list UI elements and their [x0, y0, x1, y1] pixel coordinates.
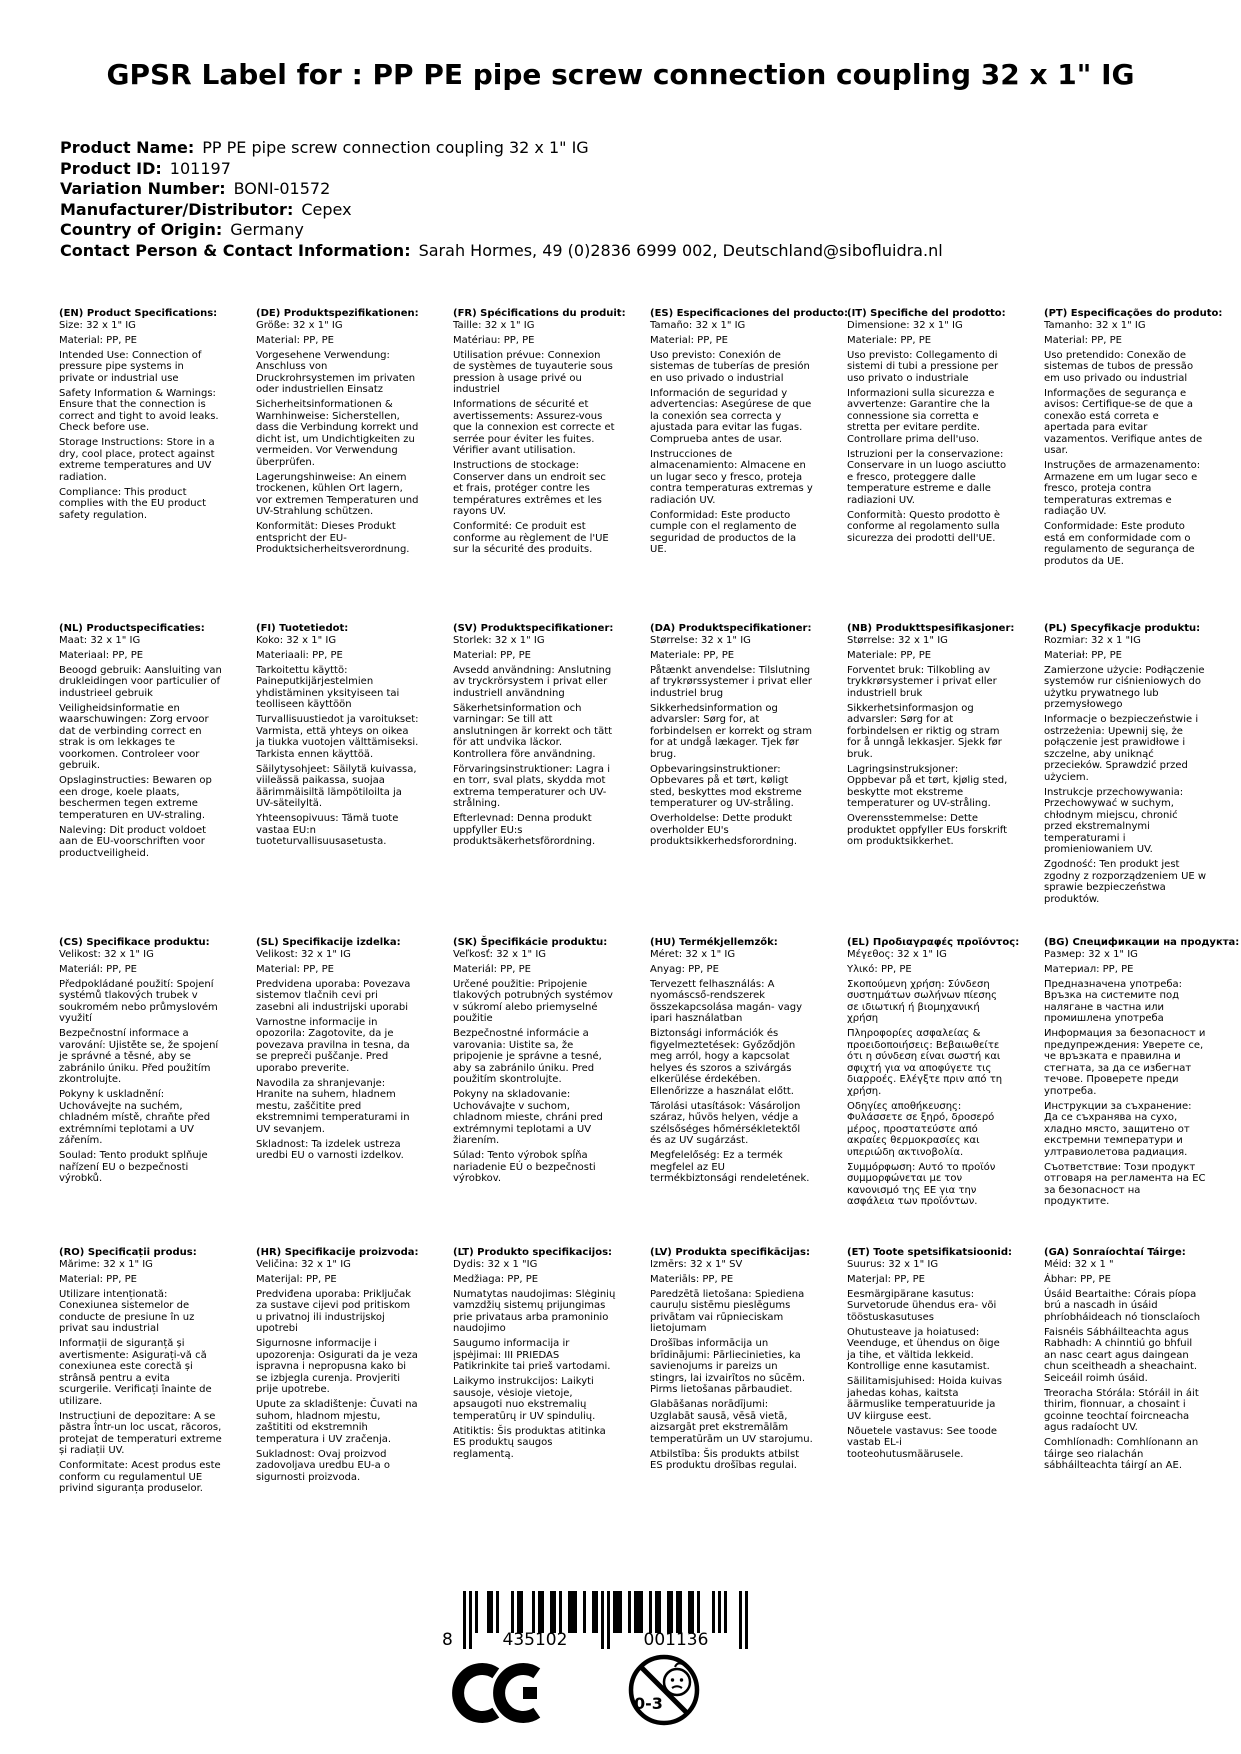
spec-paragraph: Ohutusteave ja hoiatused: Veenduge, et ühendus on õige ja tihe, et vältida lekkeid. Kontrollige enne kasutamist.	[847, 1326, 1000, 1372]
spec-paragraph: Materjal: PP, PE	[847, 1273, 925, 1285]
spec-paragraph: Materiale: PP, PE	[847, 649, 932, 661]
spec-paragraph: Saugumo informacija ir įspėjimai: III PRIEDAS Patikrinkite tai prieš vartodami.	[453, 1338, 611, 1372]
spec-paragraph: Beoogd gebruik: Aansluiting van drukleidingen voor particulier of industrieel gebruik	[59, 664, 222, 699]
product-info-label: Manufacturer/Distributor:	[60, 199, 294, 219]
spec-paragraph: Dydis: 32 x 1 "IG	[453, 1258, 538, 1270]
spec-paragraph: Materiał: PP, PE	[1044, 649, 1123, 661]
spec-block-sk	[453, 937, 616, 1247]
spec-block-header: (RO) Specificații produs:	[59, 1247, 197, 1258]
spec-block-et	[847, 1247, 1013, 1498]
baby-eye-left	[671, 1678, 674, 1681]
spec-paragraph: Eesmärgipärane kasutus: Survetorude ühendus era- või tööstuskasutuses	[847, 1288, 997, 1323]
spec-paragraph: Velikost: 32 x 1" IG	[256, 948, 351, 960]
spec-paragraph: Anyag: PP, PE	[650, 963, 719, 975]
ce-mark-icon	[452, 1662, 544, 1724]
spec-block-nl	[59, 623, 222, 937]
spec-paragraph: Rozmiar: 32 x 1 "IG	[1044, 634, 1141, 646]
spec-block-ga	[1044, 1247, 1207, 1498]
spec-block-header: (HR) Specifikacije proizvoda:	[256, 1247, 419, 1258]
spec-paragraph: Uso previsto: Conexión de sistemas de tuberías de presión en uso privado o industrial	[650, 349, 810, 384]
spec-paragraph: Πληροφορίες ασφαλείας & προειδοποιήσεις: Βεβαιωθείτε ότι η σύνδεση είναι σωστή και σφιχτή για να αποφύγετε τις διαρροές. Ελέγξτε πριν από τη χρήση.	[847, 1028, 1003, 1097]
age-warning-0-3-icon	[627, 1653, 701, 1727]
spec-block-header: (ET) Toote spetsifikatsioonid:	[847, 1247, 1013, 1258]
spec-paragraph: Tamaño: 32 x 1" IG	[650, 319, 746, 331]
product-info-value: Sarah Hormes, 49 (0)2836 6999 002, Deutschland@sibofluidra.nl	[418, 240, 943, 260]
spec-block-es	[650, 308, 849, 623]
spec-paragraph: Instructions de stockage: Conserver dans un endroit sec et frais, protéger contre les températures extrêmes et les rayons UV.	[453, 460, 606, 517]
spec-paragraph: Bezpečnostné informácie a varovania: Uistite sa, že pripojenie je správne a tesné, aby sa zabránilo úniku. Pred použitím skontrolujte.	[453, 1028, 602, 1085]
spec-paragraph: Faisnéis Sábháilteachta agus Rabhadh: A chinntiú go bhfuil an nasc ceart agus daingean chun sceitheadh a sheachaint. Seiceáil roimh úsáid.	[1044, 1326, 1198, 1384]
spec-block-header: (EL) Προδιαγραφές προϊόντος:	[847, 937, 1020, 948]
spec-paragraph: Størrelse: 32 x 1" IG	[847, 634, 948, 646]
spec-paragraph: Forventet bruk: Tilkobling av trykkrørsystemer i privat eller industriell bruk	[847, 664, 997, 699]
spec-paragraph: Informations de sécurité et avertissements: Assurez-vous que la connexion est correcte et serrée pour éviter les fuites. Vérifier avant utilisation.	[453, 399, 615, 456]
spec-paragraph: Påtænkt anvendelse: Tilslutning af trykrørssystemer i privat eller industriel brug	[650, 664, 813, 699]
spec-paragraph: Material: PP, PE	[59, 334, 137, 346]
ean13-barcode	[436, 1591, 752, 1651]
spec-paragraph: Tamanho: 32 x 1" IG	[1044, 319, 1146, 331]
spec-paragraph: Tárolási utasítások: Vásároljon száraz, hűvös helyen, védje a szélsőséges hőmérsékletektől és az UV sugárzást.	[650, 1100, 801, 1146]
spec-paragraph: Sicherheitsinformationen & Warnhinweise: Sicherstellen, dass die Verbindung korrekt und dicht ist, um Undichtigkeiten zu vermeiden. Vor Verwendung überprüfen.	[256, 399, 419, 468]
spec-paragraph: Utilizare intenționată: Conexiunea sistemelor de conducte de presiune în uz privat sau industrial	[59, 1288, 195, 1334]
spec-block-el	[847, 937, 1020, 1247]
spec-paragraph: Safety Information & Warnings: Ensure that the connection is correct and tight to avoid leaks. Check before use.	[59, 387, 219, 433]
spec-paragraph: Zamierzone użycie: Podłączenie systemów rur ciśnieniowych do użytku prywatnego lub przemysłowego	[1044, 664, 1205, 710]
spec-block-lt	[453, 1247, 616, 1498]
spec-paragraph: Material: PP, PE	[453, 649, 531, 661]
spec-paragraph: Soulad: Tento produkt splňuje nařízení EU o bezpečnosti výrobků.	[59, 1150, 208, 1184]
spec-paragraph: Veľkosť: 32 x 1" IG	[453, 948, 547, 960]
spec-paragraph: Comhlíonadh: Comhlíonann an táirge seo rialachán sábháilteachta táirgí an AE.	[1044, 1437, 1199, 1471]
spec-paragraph: Utilisation prévue: Connexion de systèmes de tuyauterie sous pression à usage privé ou industriel	[453, 349, 613, 395]
spec-paragraph: Skladnost: Ta izdelek ustreza uredbi EU o varnosti izdelkov.	[256, 1138, 404, 1161]
spec-paragraph: Tarkoitettu käyttö: Paineputkijärjestelmien yhdistäminen yksityiseen tai teolliseen käyttöön	[256, 664, 400, 710]
spec-paragraph: Sikkerhedsinformation og advarsler: Sørg for, at forbindelsen er korrekt og stram for at undgå lækager. Tjek før brug.	[650, 702, 812, 760]
page-title: GPSR Label for : PP PE pipe screw connection coupling 32 x 1" IG	[106, 58, 1135, 91]
spec-paragraph: Bezpečnostní informace a varování: Ujistěte se, že spojení je správné a těsné, aby se zabránilo úniku. Před použitím zkontrolujte.	[59, 1028, 219, 1085]
spec-paragraph: Instrucțiuni de depozitare: A se păstra într-un loc uscat, răcoros, protejat de temperaturi extreme și radiații UV.	[59, 1410, 222, 1456]
spec-block-header: (BG) Спецификации на продукта:	[1044, 937, 1240, 948]
spec-paragraph: Predviđena uporaba: Priključak za sustave cijevi pod pritiskom u privatnoj ili industrijskoj upotrebi	[256, 1288, 411, 1334]
spec-paragraph: Veiligheidsinformatie en waarschuwingen: Zorg ervoor dat de verbinding correct en strak is om lekkages te voorkomen. Controleer voor gebruik.	[59, 702, 209, 771]
spec-paragraph: Instrukcje przechowywania: Przechowywać w suchym, chłodnym miejscu, chronić przed ekstremalnymi temperaturami i promieniowaniem UV.	[1044, 786, 1184, 855]
spec-paragraph: Zgodność: Ten produkt jest zgodny z rozporządzeniem UE w sprawie bezpieczeństwa produktów.	[1044, 859, 1207, 905]
spec-block-bg	[1044, 937, 1240, 1247]
spec-paragraph: Información de seguridad y advertencias: Asegúrese de que la conexión sea correcta y ajustada para evitar las fugas. Comprueba antes de usar.	[650, 387, 812, 445]
spec-paragraph: Méret: 32 x 1" IG	[650, 948, 736, 960]
spec-paragraph: Instrucciones de almacenamiento: Almacene en un lugar seco y fresco, proteja contra temperaturas extremas y radiación UV.	[650, 448, 813, 506]
product-info-field	[60, 241, 943, 262]
baby-hair-curl	[675, 1663, 682, 1667]
spec-paragraph: Υλικό: PP, PE	[847, 963, 912, 975]
spec-paragraph: Ábhar: PP, PE	[1044, 1273, 1111, 1285]
spec-paragraph: Taille: 32 x 1" IG	[453, 319, 535, 331]
spec-paragraph: Förvaringsinstruktioner: Lagra i en torr, sval plats, skydda mot extrema temperaturer och UV-strålning.	[453, 763, 610, 809]
spec-paragraph: Sikkerhetsinformasjon og advarsler: Sørg for at forbindelsen er riktig og stram for å unngå lekkasjer. Sjekk før bruk.	[847, 702, 1002, 760]
spec-paragraph: Tervezett felhasználás: A nyomáscső-rendszerek összekapcsolása magán- vagy ipari használatban	[650, 978, 803, 1024]
spec-paragraph: Velikost: 32 x 1" IG	[59, 948, 154, 960]
product-info-value: Germany	[230, 220, 304, 239]
spec-paragraph: Koko: 32 x 1" IG	[256, 634, 337, 646]
spec-paragraph: Conformità: Questo prodotto è conforme al regolamento sulla sicurezza dei prodotti dell'UE.	[847, 509, 1001, 544]
spec-paragraph: Nõuetele vastavus: See toode vastab EL-i tooteohutusmäärusele.	[847, 1425, 998, 1460]
spec-paragraph: Materiale: PP, PE	[847, 334, 932, 346]
spec-paragraph: Uso pretendido: Conexão de sistemas de tubos de pressão em uso privado ou industrial	[1044, 349, 1194, 384]
spec-paragraph: Säkerhetsinformation och varningar: Se till att anslutningen är korrekt och tätt för att undvika läckor. Kontrollera före användning.	[453, 702, 613, 760]
spec-paragraph: Atbilstība: Šis produkts atbilst ES produktu drošības regulai.	[650, 1448, 800, 1471]
spec-paragraph: Varnostne informacije in opozorila: Zagotovite, da je povezava pravilna in tesna, da se prepreči puščanje. Pred uporabo preverite.	[256, 1016, 410, 1074]
spec-paragraph: Laikymo instrukcijos: Laikyti sausoje, vėsioje vietoje, apsaugoti nuo ekstremalių temperatūrų ir UV spindulių.	[453, 1376, 596, 1422]
spec-paragraph: Megfelelőség: Ez a termék megfelel az EU termékbiztonsági rendeletének.	[650, 1150, 810, 1184]
spec-paragraph: Drošības informācija un brīdinājumi: Pārliecinieties, ka savienojums ir pareizs un stingrs, lai izvairītos no sūcēm. Pirms lietošanas pārbaudiet.	[650, 1338, 806, 1395]
spec-paragraph: Lagringsinstruksjoner: Oppbevar på et tørt, kjølig sted, beskytte mot ekstreme temperaturer og UV-stråling.	[847, 763, 1008, 809]
barcode-digit-left: 8	[442, 1630, 453, 1650]
spec-paragraph: Conformitate: Acest produs este conform cu regulamentul UE privind siguranța produselor.	[59, 1460, 221, 1494]
age-range-label: 0-3	[634, 1694, 663, 1713]
product-info-value: Cepex	[301, 199, 352, 219]
spec-paragraph: Opslaginstructies: Bewaren op een droge, koele plaats, beschermen tegen extreme temperaturen en UV-straling.	[59, 775, 212, 821]
spec-paragraph: Material: PP, PE	[256, 334, 334, 346]
spec-block-header: (NL) Productspecificaties:	[59, 623, 205, 634]
spec-paragraph: Glabāšanas norādījumi: Uzglabāt sausā, vēsā vietā, aizsargāt pret ekstremālām temperatūrām un UV starojumu.	[650, 1399, 813, 1445]
spec-paragraph: Οδηγίες αποθήκευσης: Φυλάσσετε σε ξηρό, δροσερό μέρος, προστατεύστε από ακραίες θερμοκρασίες και υπεριώδη ακτινοβολία.	[847, 1100, 995, 1158]
product-info-field	[60, 179, 943, 200]
spec-paragraph: Σκοπούμενη χρήση: Σύνδεση συστημάτων σωλήνων πίεσης σε ιδιωτική ή βιομηχανική χρήση	[847, 978, 997, 1024]
spec-paragraph: Informazioni sulla sicurezza e avvertenze: Garantire che la connessione sia corretta e stretta per evitare perdite. Controllare prima dell'uso.	[847, 387, 995, 445]
spec-paragraph: Material: PP, PE	[1044, 334, 1122, 346]
spec-block-header: (DA) Produktspecifikationer:	[650, 623, 812, 634]
spec-paragraph: Size: 32 x 1" IG	[59, 319, 136, 331]
spec-block-header: (CS) Specifikace produktu:	[59, 937, 210, 948]
spec-block-nb	[847, 623, 1015, 937]
product-info-field	[60, 138, 943, 159]
spec-paragraph: Méid: 32 x 1 "	[1044, 1258, 1114, 1270]
spec-paragraph: Размер: 32 x 1" IG	[1044, 948, 1138, 960]
spec-paragraph: Предназначена употреба: Връзка на системите под налягане в частна или промишлена употреба	[1044, 978, 1183, 1024]
spec-paragraph: Materiale: PP, PE	[650, 649, 735, 661]
spec-paragraph: Istruzioni per la conservazione: Conservare in un luogo asciutto e fresco, proteggere dalle temperature estreme e dalle radiazioni UV.	[847, 448, 1007, 506]
spec-paragraph: Materiaal: PP, PE	[59, 649, 144, 661]
baby-frown	[672, 1686, 682, 1688]
spec-block-header: (EN) Product Specifications:	[59, 308, 218, 319]
spec-paragraph: Größe: 32 x 1" IG	[256, 319, 343, 331]
spec-paragraph: Uso previsto: Collegamento di sistemi di tubi a pressione per uso privato o industriale	[847, 349, 999, 384]
product-info-label: Product ID:	[60, 158, 162, 178]
spec-block-header: (LV) Produkta specifikācijas:	[650, 1247, 810, 1258]
spec-block-da	[650, 623, 813, 937]
spec-paragraph: Intended Use: Connection of pressure pipe systems in private or industrial use	[59, 349, 202, 384]
spec-block-header: (SL) Specifikacije izdelka:	[256, 937, 401, 948]
spec-paragraph: Инструкции за съхранение: Да се съхранява на сухо, хладно място, защитено от екстремни температури и ултравиолетова радиация.	[1044, 1100, 1192, 1158]
spec-paragraph: Materijal: PP, PE	[256, 1273, 337, 1285]
spec-paragraph: Dimensione: 32 x 1" IG	[847, 319, 963, 331]
spec-paragraph: Konformität: Dieses Produkt entspricht der EU-Produktsicherheitsverordnung.	[256, 521, 410, 555]
spec-paragraph: Informații de siguranță și avertismente: Asigurați-vă că conexiunea este corectă și strânsă pentru a evita scurgerile. Verificați înainte de utilizare.	[59, 1338, 212, 1407]
spec-block-hu	[650, 937, 813, 1247]
spec-block-header: (FI) Tuotetiedot:	[256, 623, 349, 634]
spec-paragraph: Materiál: PP, PE	[59, 963, 137, 975]
spec-block-header: (PT) Especificações do produto:	[1044, 308, 1223, 319]
spec-block-hr	[256, 1247, 419, 1498]
product-info-value: 101197	[169, 158, 231, 178]
product-info-label: Variation Number:	[60, 179, 226, 198]
spec-paragraph: Overensstemmelse: Dette produktet oppfyller EUs forskrift om produktsikkerhet.	[847, 813, 1008, 847]
spec-block-fi	[256, 623, 419, 937]
product-info-label: Contact Person & Contact Information:	[60, 240, 411, 260]
product-info-field	[60, 200, 943, 221]
barcode-digits-group1: 435102	[502, 1630, 568, 1650]
spec-paragraph: Μέγεθος: 32 x 1" IG	[847, 948, 947, 960]
product-info-value: BONI-01572	[233, 179, 331, 198]
spec-block-header: (PL) Specyfikacje produktu:	[1044, 623, 1201, 634]
spec-block-en	[59, 308, 222, 623]
spec-block-sv	[453, 623, 616, 937]
spec-paragraph: Säilytysohjeet: Säilytä kuivassa, viileässä paikassa, suojaa äärimmäisiltä lämpötiloilta ja UV-säteilyltä.	[256, 763, 417, 809]
spec-paragraph: Úsáid Beartaithe: Córais píopa brú a nascadh in úsáid phríobháideach nó tionsclaíoch	[1044, 1288, 1201, 1323]
spec-paragraph: Matériau: PP, PE	[453, 334, 535, 346]
spec-paragraph: Medžiaga: PP, PE	[453, 1273, 539, 1285]
spec-block-sl	[256, 937, 419, 1247]
spec-paragraph: Информация за безопасност и предупреждения: Уверете се, че връзката е правилна и стегната, за да се избегнат течове. Проверете преди употреба.	[1044, 1028, 1206, 1097]
spec-paragraph: Sigurnosne informacije i upozorenja: Osigurati da je veza ispravna i nepropusna kako bi se izbjegla curenja. Provjeriti prije upotrebe.	[256, 1338, 418, 1395]
spec-paragraph: Material: PP, PE	[59, 1273, 137, 1285]
spec-paragraph: Συμμόρφωση: Αυτό το προϊόν συμμορφώνεται με τον κανονισμό της ΕΕ για την ασφάλεια των προϊόντων.	[847, 1161, 996, 1207]
spec-block-header: (SV) Produktspecifikationer:	[453, 623, 614, 634]
spec-paragraph: Lagerungshinweise: An einem trockenen, kühlen Ort lagern, vor extremen Temperaturen und UV-Strahlung schützen.	[256, 471, 419, 517]
spec-paragraph: Conformidade: Este produto está em conformidade com o regulamento de segurança de produtos da UE.	[1044, 521, 1195, 567]
spec-paragraph: Materiaali: PP, PE	[256, 649, 343, 661]
spec-paragraph: Upute za skladištenje: Čuvati na suhom, hladnom mjestu, zaštititi od ekstremnih temperatura i UV zračenja.	[256, 1399, 418, 1445]
spec-paragraph: Storage Instructions: Store in a dry, cool place, protect against extreme temperatures and UV radiation.	[59, 437, 215, 483]
spec-paragraph: Mărime: 32 x 1" IG	[59, 1258, 153, 1270]
spec-paragraph: Vorgesehene Verwendung: Anschluss von Druckrohrsystemen im privaten oder industriellen Einsatz	[256, 349, 416, 395]
spec-paragraph: Conformité: Ce produit est conforme au règlement de l'UE sur la sécurité des produits.	[453, 521, 609, 555]
spec-paragraph: Avsedd användning: Anslutning av tryckrörsystem i privat eller industriell användning	[453, 664, 612, 699]
spec-block-header: (HU) Termékjellemzők:	[650, 937, 778, 948]
product-info-value: PP PE pipe screw connection coupling 32 x 1" IG	[202, 138, 589, 157]
spec-paragraph: Sukladnost: Ovaj proizvod zadovoljava uredbu EU-a o sigurnosti proizvoda.	[256, 1448, 391, 1483]
spec-paragraph: Material: PP, PE	[256, 963, 334, 975]
spec-block-it	[847, 308, 1010, 623]
spec-block-header: (FR) Spécifications du produit:	[453, 308, 626, 319]
spec-paragraph: Informações de segurança e avisos: Certifique-se de que a conexão está correta e apertada para evitar vazamentos. Verifique antes de usar.	[1044, 387, 1203, 456]
spec-paragraph: Turvallisuustiedot ja varoitukset: Varmista, että yhteys on oikea ja tiukka vuotojen välttämiseksi. Tarkista ennen käyttöä.	[256, 714, 419, 760]
spec-block-pl	[1044, 623, 1207, 937]
spec-block-header: (SK) Špecifikácie produktu:	[453, 937, 608, 948]
spec-paragraph: Paredzētā lietošana: Spiediena cauruļu sistēmu pieslēgums privātam vai rūpnieciskam lietojumam	[650, 1288, 805, 1334]
spec-block-fr	[453, 308, 626, 623]
spec-paragraph: Материал: PP, PE	[1044, 963, 1134, 975]
spec-grid	[59, 308, 1240, 1498]
spec-paragraph: Opbevaringsinstruktioner: Opbevares på et tørt, køligt sted, beskyttes mod ekstreme temperaturer og UV-stråling.	[650, 763, 802, 809]
spec-paragraph: Съответствие: Този продукт отговаря на регламента на ЕС за безопасност на продуктите.	[1044, 1161, 1206, 1207]
spec-paragraph: Veličina: 32 x 1" IG	[256, 1258, 351, 1270]
spec-block-lv	[650, 1247, 813, 1498]
spec-paragraph: Navodila za shranjevanje: Hranite na suhem, hladnem mestu, zaščitite pred ekstremnimi temperaturami in UV sevanjem.	[256, 1077, 410, 1135]
spec-paragraph: Numatytas naudojimas: Slėginių vamzdžių sistemų prijungimas prie privataus arba pramoninio naudojimo	[453, 1288, 616, 1334]
spec-paragraph: Materiāls: PP, PE	[650, 1273, 734, 1285]
baby-eye-right	[680, 1678, 683, 1681]
spec-paragraph: Naleving: Dit product voldoet aan de EU-voorschriften voor productveiligheid.	[59, 824, 207, 859]
spec-block-pt	[1044, 308, 1223, 623]
spec-paragraph: Předpokládané použití: Spojení systémů tlakových trubek v soukromém nebo průmyslovém využití	[59, 978, 218, 1024]
barcode-digits-group2: 001136	[643, 1630, 709, 1650]
spec-paragraph: Overholdelse: Dette produkt overholder EU's produktsikkerhedsforordning.	[650, 813, 798, 847]
spec-paragraph: Compliance: This product complies with the EU product safety regulation.	[59, 486, 207, 521]
spec-paragraph: Efterlevnad: Denna produkt uppfyller EU:s produktsäkerhetsförordning.	[453, 813, 596, 847]
spec-paragraph: Súlad: Tento výrobok spĺňa nariadenie EÚ o bezpečnosti výrobkov.	[453, 1150, 596, 1184]
spec-paragraph: Säilitamisjuhised: Hoida kuivas jahedas kohas, kaitsta äärmuslike temperatuuride ja UV kiirguse eest.	[847, 1376, 1003, 1422]
spec-block-header: (GA) Sonraíochtaí Táirge:	[1044, 1247, 1186, 1258]
spec-paragraph: Treoracha Stórála: Stóráil in áit thirim, fionnuar, a chosaint i gcoinne teochtaí foircneacha agus radaíocht UV.	[1044, 1387, 1199, 1433]
spec-block-cs	[59, 937, 222, 1247]
spec-paragraph: Conformidad: Este producto cumple con el reglamento de seguridad de productos de la UE.	[650, 509, 797, 555]
spec-paragraph: Pokyny na skladovanie: Uchovávajte v suchom, chladnom mieste, chráni pred extrémnymi teplotami a UV žiarením.	[453, 1089, 603, 1146]
spec-paragraph: Suurus: 32 x 1" IG	[847, 1258, 939, 1270]
spec-block-header: (ES) Especificaciones del producto:	[650, 308, 849, 319]
spec-block-header: (IT) Specifiche del prodotto:	[847, 308, 1006, 319]
spec-paragraph: Pokyny k uskladnění: Uchovávejte na suchém, chladném místě, chraňte před extrémními teplotami a UV zářením.	[59, 1089, 211, 1146]
spec-paragraph: Størrelse: 32 x 1" IG	[650, 634, 751, 646]
spec-block-header: (DE) Produktspezifikationen:	[256, 308, 419, 319]
spec-paragraph: Materiál: PP, PE	[453, 963, 531, 975]
spec-paragraph: Storlek: 32 x 1" IG	[453, 634, 545, 646]
product-info-field	[60, 159, 943, 180]
product-info-label: Country of Origin:	[60, 220, 223, 239]
spec-paragraph: Instruções de armazenamento: Armazene em um lugar seco e fresco, proteja contra temperaturas extremas e radiação UV.	[1044, 460, 1201, 517]
spec-paragraph: Yhteensopivuus: Tämä tuote vastaa EU:n tuoteturvallisuusasetusta.	[256, 813, 399, 847]
spec-paragraph: Izmērs: 32 x 1" SV	[650, 1258, 743, 1270]
spec-paragraph: Informacje o bezpieczeństwie i ostrzeżenia: Upewnij się, że połączenie jest prawidłowe i szczelne, aby uniknąć przecieków. Sprawdzić przed użyciem.	[1044, 714, 1199, 783]
spec-block-header: (LT) Produkto specifikacijos:	[453, 1247, 613, 1258]
spec-paragraph: Určené použitie: Pripojenie tlakových potrubných systémov v súkromí alebo priemyselné použitie	[453, 978, 613, 1024]
spec-paragraph: Atitiktis: Šis produktas atitinka ES produktų saugos reglamentą.	[453, 1425, 606, 1460]
product-info-label: Product Name:	[60, 138, 195, 157]
spec-paragraph: Predvidena uporaba: Povezava sistemov tlačnih cevi pri zasebni ali industrijski uporabi	[256, 978, 411, 1013]
spec-block-header: (NB) Produkttspesifikasjoner:	[847, 623, 1015, 634]
spec-block-de	[256, 308, 419, 623]
spec-block-ro	[59, 1247, 222, 1498]
spec-paragraph: Maat: 32 x 1" IG	[59, 634, 141, 646]
spec-paragraph: Material: PP, PE	[650, 334, 728, 346]
product-info-section	[60, 138, 943, 261]
spec-paragraph: Biztonsági információk és figyelmeztetések: Győződjön meg arról, hogy a kapcsolat helyes és szoros a szivárgás elkerülése érdekében. Ellenőrizze a használat előtt.	[650, 1028, 796, 1097]
product-info-field	[60, 220, 943, 241]
